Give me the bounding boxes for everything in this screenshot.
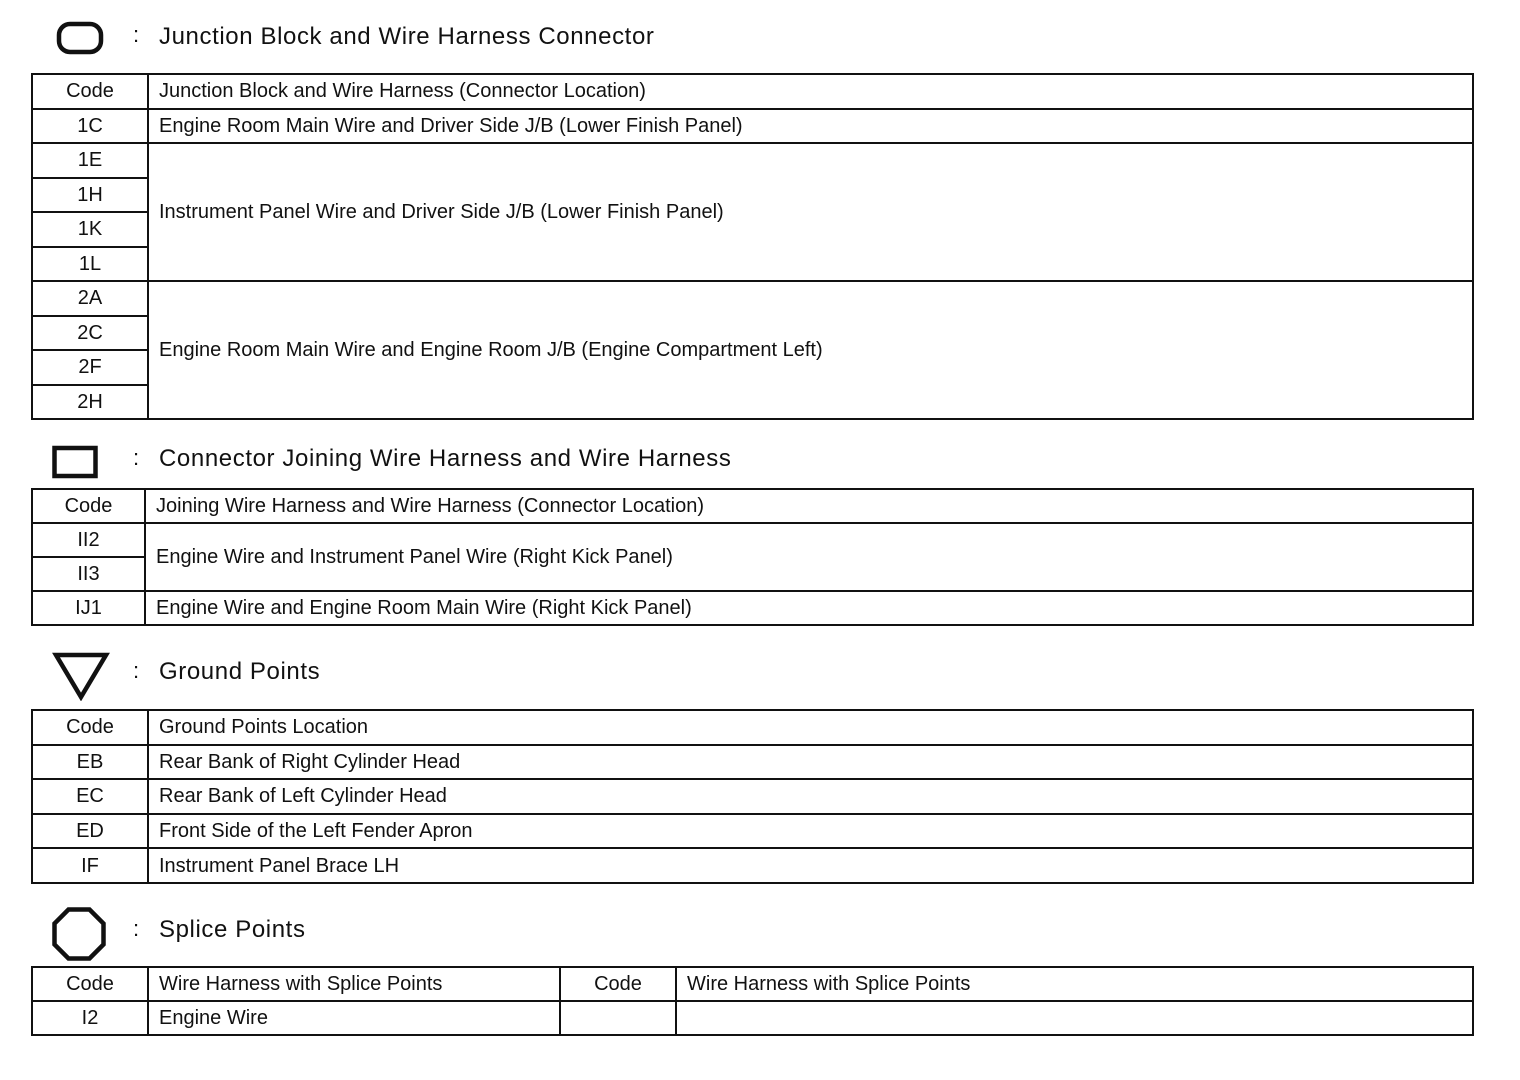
connector-code: II3 (32, 557, 145, 591)
ground-points-table (31, 709, 1474, 884)
connector-code: 1H (32, 178, 148, 213)
rectangle-icon (52, 445, 98, 479)
ground-location: Instrument Panel Brace LH (148, 848, 1473, 883)
table-row (32, 848, 1473, 883)
connector-code: II2 (32, 523, 145, 557)
code-header: Code (32, 710, 148, 745)
table-row (32, 143, 1473, 178)
table-row (32, 109, 1473, 144)
code-header: Code (32, 967, 148, 1001)
splice-colon: : (133, 916, 140, 941)
code-header: Code (560, 967, 676, 1001)
splice-code (560, 1001, 676, 1035)
harness-header: Wire Harness with Splice Points (676, 967, 1473, 1001)
ground-location: Rear Bank of Left Cylinder Head (148, 779, 1473, 814)
connector-location: Engine Wire and Instrument Panel Wire (Right Kick Panel) (145, 523, 1473, 591)
splice-code: I2 (32, 1001, 148, 1035)
connector-code: 1K (32, 212, 148, 247)
rounded-rectangle-icon (56, 21, 104, 55)
connector-code: 2F (32, 350, 148, 385)
connector-code: 1C (32, 109, 148, 144)
connector-code: 1E (32, 143, 148, 178)
junction-section-title: Junction Block and Wire Harness Connector (159, 23, 655, 50)
table-header-row (32, 489, 1473, 523)
connector-location: Engine Room Main Wire and Engine Room J/B (Engine Compartment Left) (148, 281, 1473, 419)
junction-colon: : (133, 22, 140, 47)
octagon-icon (51, 906, 107, 962)
joining-section-title: Connector Joining Wire Harness and Wire Harness (159, 445, 732, 472)
connector-location: Engine Wire and Engine Room Main Wire (Right Kick Panel) (145, 591, 1473, 625)
ground-location: Front Side of the Left Fender Apron (148, 814, 1473, 849)
connector-code: 2A (32, 281, 148, 316)
ground-code: IF (32, 848, 148, 883)
table-header-row (32, 967, 1473, 1001)
location-header: Junction Block and Wire Harness (Connector Location) (148, 74, 1473, 109)
table-row (32, 814, 1473, 849)
table-row (32, 281, 1473, 316)
ground-code: ED (32, 814, 148, 849)
table-row (32, 1001, 1473, 1035)
splice-section-title: Splice Points (159, 916, 306, 943)
triangle-icon (52, 651, 110, 701)
table-row (32, 779, 1473, 814)
table-row (32, 745, 1473, 780)
code-header: Code (32, 489, 145, 523)
connector-location: Engine Room Main Wire and Driver Side J/B (Lower Finish Panel) (148, 109, 1473, 144)
code-header: Code (32, 74, 148, 109)
location-header: Joining Wire Harness and Wire Harness (Connector Location) (145, 489, 1473, 523)
junction-block-table (31, 73, 1474, 420)
harness-header: Wire Harness with Splice Points (148, 967, 560, 1001)
connector-code: IJ1 (32, 591, 145, 625)
splice-points-table (31, 966, 1474, 1036)
splice-harness: Engine Wire (148, 1001, 560, 1035)
table-row (32, 523, 1473, 557)
connector-location: Instrument Panel Wire and Driver Side J/B (Lower Finish Panel) (148, 143, 1473, 281)
splice-harness (676, 1001, 1473, 1035)
table-row (32, 591, 1473, 625)
connector-code: 2C (32, 316, 148, 351)
connector-code: 2H (32, 385, 148, 420)
connector-code: 1L (32, 247, 148, 282)
ground-code: EC (32, 779, 148, 814)
location-header: Ground Points Location (148, 710, 1473, 745)
joining-colon: : (133, 445, 140, 470)
table-header-row (32, 710, 1473, 745)
table-header-row (32, 74, 1473, 109)
ground-location: Rear Bank of Right Cylinder Head (148, 745, 1473, 780)
ground-code: EB (32, 745, 148, 780)
ground-section-title: Ground Points (159, 658, 321, 685)
ground-colon: : (133, 658, 140, 683)
joining-connector-table (31, 488, 1474, 626)
